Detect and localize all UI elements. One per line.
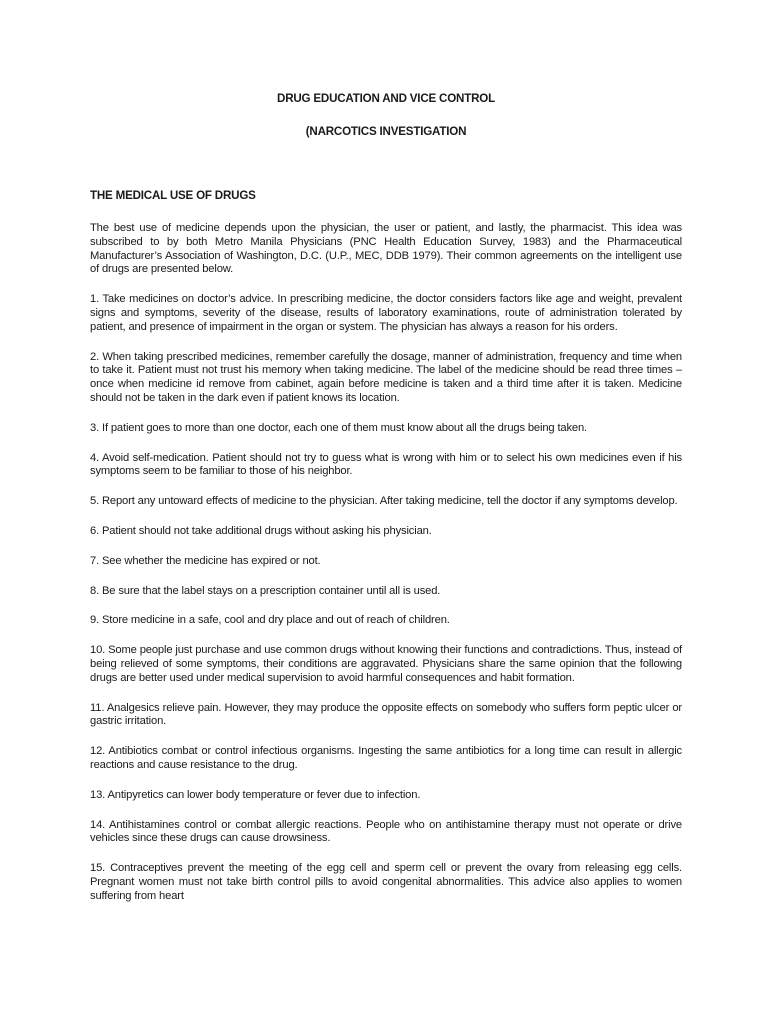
paragraph-item-8: 8. Be sure that the label stays on a prescription container until all is used.: [90, 584, 441, 597]
paragraph-item-14: 14. Antihistamines control or combat allergic reactions. People who on antihistamine therapy must not operate or drive vehicles since these drugs can cause drowsiness.: [90, 818, 682, 845]
paragraph-item-5: 5. Report any untoward effects of medicine to the physician. After taking medicine, tell the doctor if any symptoms develop.: [90, 495, 678, 508]
paragraph-item-15: 15. Contraceptives prevent the meeting of the egg cell and sperm cell or prevent the ovary from releasing egg cells. Pregnant women must not take birth control pills to avoid congenital abnormalities. This advice also applies to women suffering from heart: [90, 862, 682, 902]
document-subtitle: (NARCOTICS INVESTIGATION: [305, 125, 467, 138]
paragraph-item-9: 9. Store medicine in a safe, cool and dry place and out of reach of children.: [90, 614, 450, 627]
paragraph-item-6: 6. Patient should not take additional drugs without asking his physician.: [90, 524, 432, 537]
paragraph-item-12: 12. Antibiotics combat or control infectious organisms. Ingesting the same antibiotics for a long time can result in allergic reactions and cause resistance to the drug.: [90, 745, 682, 771]
paragraph-item-11: 11. Analgesics relieve pain. However, they may produce the opposite effects on somebody who suffers form peptic ulcer or gastric irritation.: [90, 701, 682, 728]
intro-paragraph: The best use of medicine depends upon the physician, the user or patient, and lastly, the pharmacist. This idea was subscribed to by both Metro Manila Physicians (PNC Health Education Survey, 1983) and the Pharmaceutical Manufacturer’s Association of Washington, D.C. (U.P., MEC, DDB 1979). Their common agreements on the intelligent use of drugs are presented below.: [90, 222, 682, 276]
paragraph-item-1: 1. Take medicines on doctor’s advice. In prescribing medicine, the doctor considers factors like age and weight, prevalent signs and symptoms, severity of the disease, results of laboratory examinations, route of administration tolerated by patient, and presence of impairment in the organ or system. The physician has always a reason for his orders.: [90, 293, 682, 333]
paragraph-item-3: 3. If patient goes to more than one doctor, each one of them must know about all the drugs being taken.: [90, 421, 588, 434]
paragraph-item-4: 4. Avoid self-medication. Patient should not try to guess what is wrong with him or to select his own medicines even if his symptoms seem to be familiar to those of his neighbor.: [90, 451, 682, 478]
paragraph-item-13: 13. Antipyretics can lower body temperature or fever due to infection.: [90, 788, 421, 801]
paragraph-item-2: 2. When taking prescribed medicines, remember carefully the dosage, manner of administration, frequency and time when to take it. Patient must not trust his memory when taking medicine. The label of the medicine should be read three times – once when medicine id remove from cabinet, again before medicine is taken and a third time after it is taken. Medicine should not be taken in the dark even if patient knows its location.: [90, 350, 682, 404]
paragraph-item-10: 10. Some people just purchase and use common drugs without knowing their functions and contradictions. Thus, instead of being relieved of some symptoms, their conditions are aggravated. Physicians share the same opinion that the following drugs are better used under medical supervision to avoid harmful consequences and habit formation.: [90, 644, 682, 684]
document-title: DRUG EDUCATION AND VICE CONTROL: [277, 92, 495, 105]
section-heading: THE MEDICAL USE OF DRUGS: [90, 189, 256, 202]
paragraph-item-7: 7. See whether the medicine has expired or not.: [90, 554, 321, 567]
